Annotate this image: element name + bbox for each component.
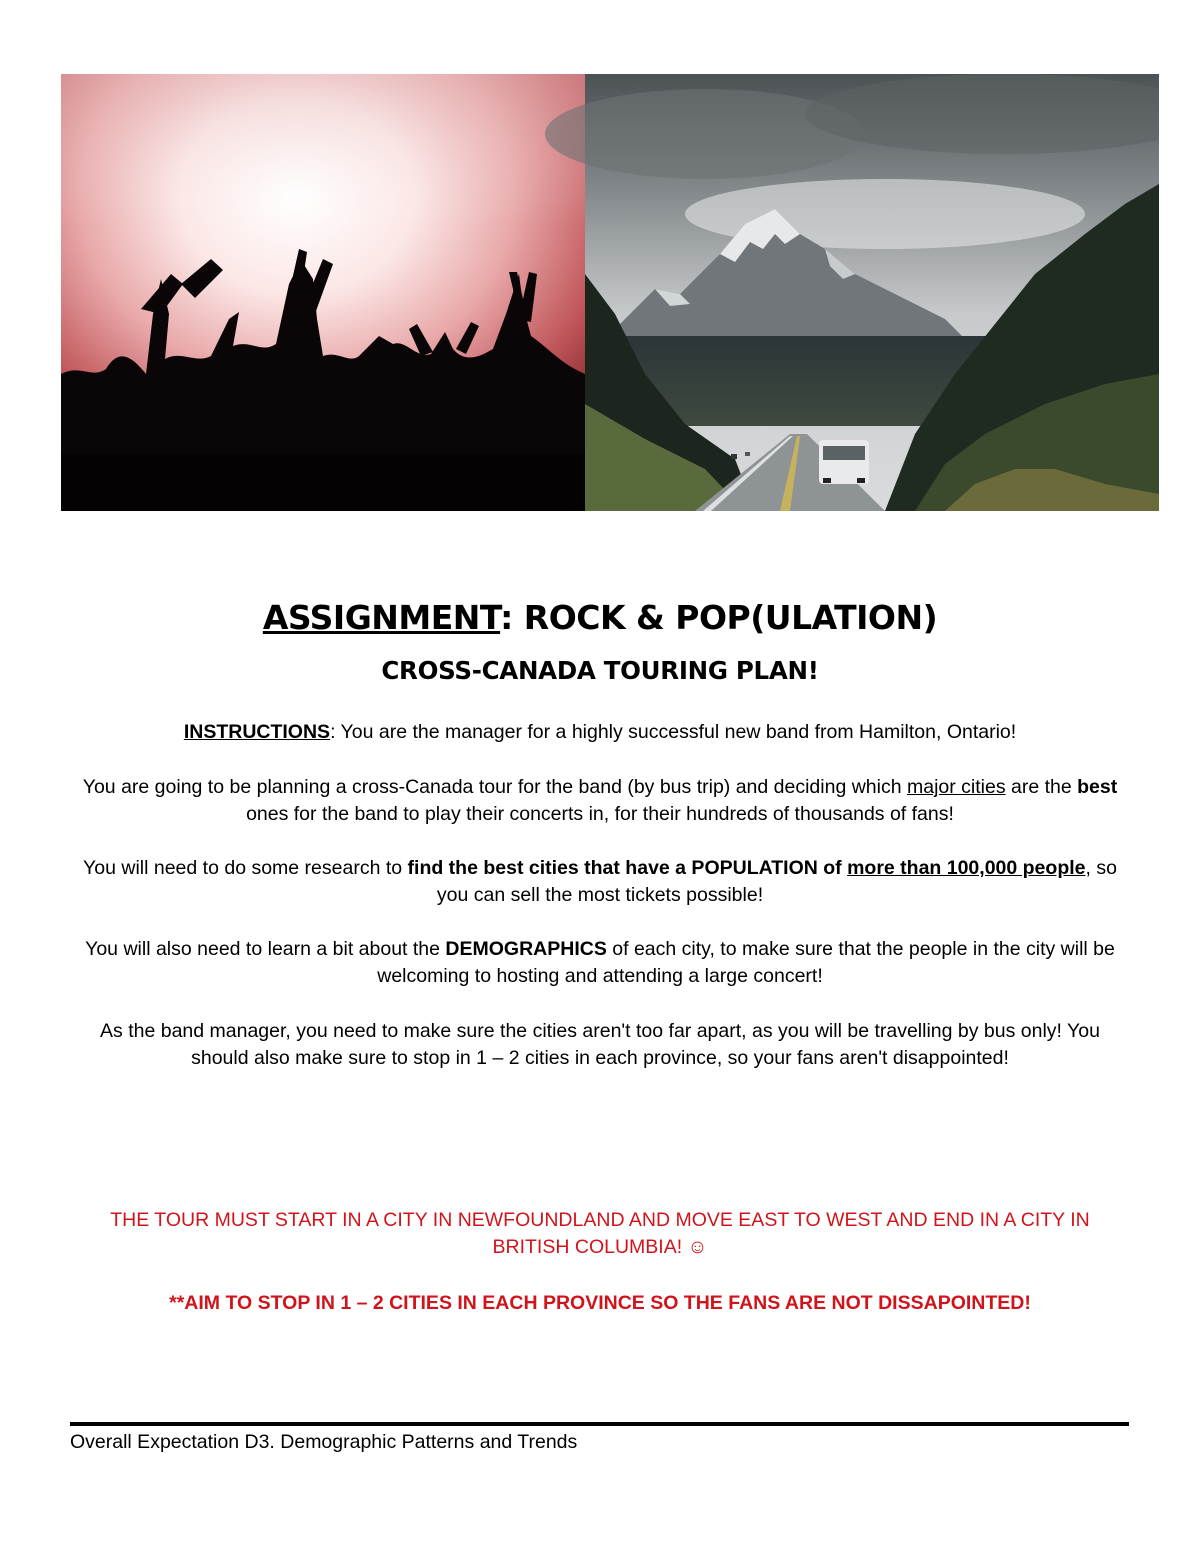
instructions-label: INSTRUCTIONS (183, 721, 331, 743)
instructions-text: : You are the manager for a highly successful new band from Hamilton, Ontario! (330, 721, 1017, 743)
concert-crowd-photo (61, 74, 585, 511)
population-text-1: You will need to do some research to (83, 857, 408, 879)
mountain-highway-photo (545, 74, 1159, 511)
planning-text-2: are the (1005, 776, 1078, 798)
page-title (0, 598, 1200, 637)
population-bold-text: find the best cities that have a POPULATION of (407, 857, 848, 879)
bus-travel-paragraph: As the band manager, you need to make sure the cities aren't too far apart, as you will be travelling by bus only! You should also make sure to stop in 1 – 2 cities in each province, so your fans aren't disappointed! (100, 1020, 1100, 1069)
population-paragraph (70, 855, 1130, 909)
tour-route-notice: THE TOUR MUST START IN A CITY IN NEWFOUNDLAND AND MOVE EAST TO WEST AND END IN A CITY IN BRITISH COLUMBIA! ☺ (110, 1209, 1090, 1258)
planning-text-3: ones for the band to play their concerts in, for their hundreds of thousands of fans! (246, 803, 954, 825)
title-rest: : ROCK & POP(ULATION) (500, 598, 938, 637)
province-stop-notice: **AIM TO STOP IN 1 – 2 CITIES IN EACH PROVINCE SO THE FANS ARE NOT DISSAPOINTED! (169, 1292, 1031, 1314)
header-banner (61, 74, 1159, 511)
demographics-paragraph (70, 936, 1130, 990)
population-text-2: , so you can sell the most tickets possible! (436, 857, 1117, 906)
demographics-text-1: You will also need to learn a bit about the (85, 938, 446, 960)
footer-expectation: Overall Expectation D3. Demographic Patterns and Trends (70, 1431, 578, 1453)
best-text: best (1077, 776, 1118, 798)
demographics-bold-text: DEMOGRAPHICS (445, 938, 607, 960)
planning-text-1: You are going to be planning a cross-Canada tour for the band (by bus trip) and deciding which (82, 776, 907, 798)
planning-paragraph (70, 774, 1130, 828)
instructions-paragraph (70, 719, 1130, 746)
footer-divider (70, 1422, 1129, 1426)
title-assignment-label: ASSIGNMENT (262, 598, 501, 637)
population-threshold-text: more than 100,000 people (847, 857, 1086, 879)
page-subtitle: CROSS-CANADA TOURING PLAN! (381, 656, 819, 685)
major-cities-text: major cities (906, 776, 1006, 798)
demographics-text-2: of each city, to make sure that the people in the city will be welcoming to hosting and attending a large concert! (377, 938, 1115, 987)
